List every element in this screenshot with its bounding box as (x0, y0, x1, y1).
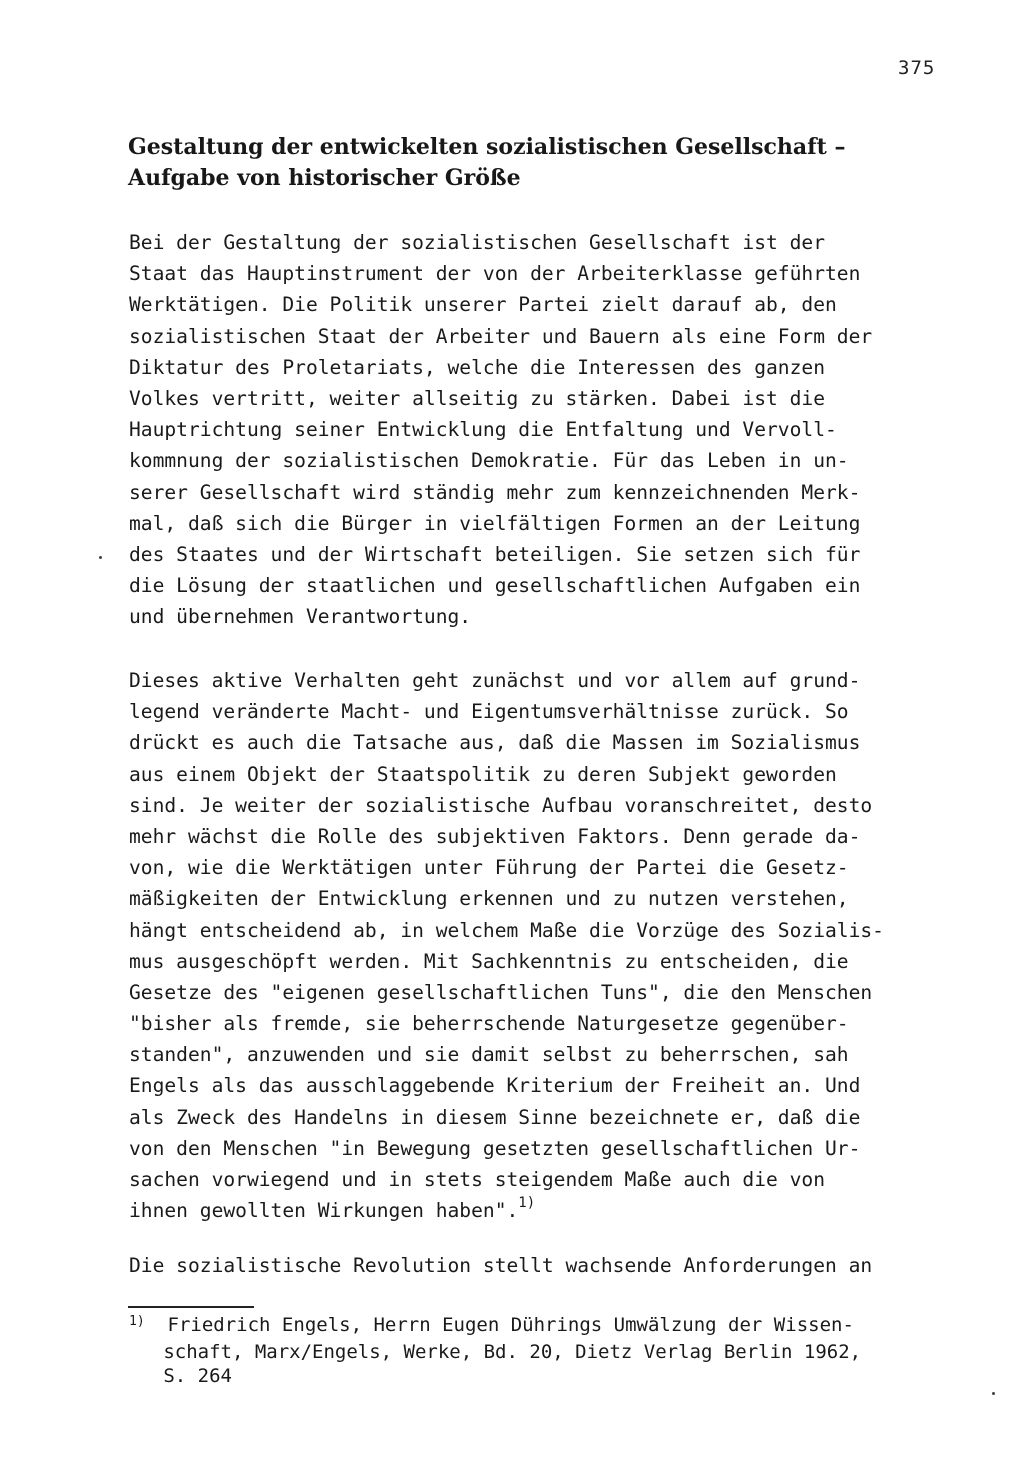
paragraph-line: sozialistischen Staat der Arbeiter und Bauern als eine Form der (129, 324, 873, 348)
footnote-line (129, 1313, 861, 1340)
paragraph-line: drückt es auch die Tatsache aus, daß die Massen im Sozialismus (129, 731, 861, 755)
body-paragraph-1 (129, 227, 872, 632)
footnote-marker: 1) (129, 1314, 145, 1329)
paragraph-line: die Lösung der staatlichen und gesellschaftlichen Aufgaben ein (129, 574, 861, 598)
paragraph-line: Die sozialistische Revolution stellt wachsende Anforderungen an (129, 1254, 873, 1277)
footnote-text: schaft, Marx/Engels, Werke, Bd. 20, Dietz Verlag Berlin 1962, (163, 1341, 862, 1363)
paragraph-line: Volkes vertritt, weiter allseitig zu stärken. Dabei ist die (129, 386, 825, 410)
page-number: 375 (898, 57, 936, 79)
paragraph-line: und übernehmen Verantwortung. (129, 605, 472, 629)
paragraph-line: Engels als das ausschlaggebende Kriterium der Freiheit an. Und (129, 1074, 861, 1098)
paragraph-line: legend veränderte Macht- und Eigentumsverhältnisse zurück. So (129, 700, 849, 724)
paragraph-line: standen", anzuwenden und sie damit selbst zu beherrschen, sah (129, 1043, 849, 1067)
footnote-line (129, 1364, 861, 1388)
body-paragraph-3 (129, 1250, 872, 1281)
paragraph-line: sind. Je weiter der sozialistische Aufbau voranschreitet, desto (129, 793, 873, 817)
scan-speck (992, 1392, 995, 1395)
paragraph-line: mehr wächst die Rolle des subjektiven Faktors. Denn gerade da- (129, 824, 861, 848)
paragraph-line: von, wie die Werktätigen unter Führung der Partei die Gesetz- (129, 856, 849, 880)
paragraph-line: hängt entscheidend ab, in welchem Maße die Vorzüge des Sozialis- (129, 918, 884, 942)
paragraph-line: als Zweck des Handelns in diesem Sinne bezeichnete er, daß die (129, 1105, 861, 1129)
paragraph-line: sachen vorwiegend und in stets steigendem Maße auch die von (129, 1168, 825, 1191)
footnote-reference[interactable]: 1) (518, 1195, 536, 1212)
chapter-title-line: Gestaltung der entwickelten sozialistischen Gesellschaft – (128, 134, 846, 160)
paragraph-line: Hauptrichtung seiner Entwicklung die Entfaltung und Vervoll- (129, 418, 837, 442)
footnote-text: S. 264 (163, 1365, 232, 1387)
paragraph-line: serer Gesellschaft wird ständig mehr zum kennzeichnenden Merk- (129, 480, 861, 504)
chapter-title-line: Aufgabe von historischer Größe (128, 165, 521, 191)
paragraph-line: Dieses aktive Verhalten geht zunächst und vor allem auf grund- (129, 669, 861, 692)
paragraph-line: kommnung der sozialistischen Demokratie. Für das Leben in un- (129, 449, 849, 473)
paragraph-line: Bei der Gestaltung der sozialistischen Gesellschaft ist der (129, 231, 825, 254)
chapter-title (128, 132, 888, 194)
paragraph-line: Diktatur des Proletariats, welche die Interessen des ganzen (129, 355, 825, 379)
paragraph-line: von den Menschen "in Bewegung gesetzten gesellschaftlichen Ur- (129, 1136, 861, 1160)
paragraph-line: mäßigkeiten der Entwicklung erkennen und zu nutzen verstehen, (129, 887, 849, 911)
paragraph-line-with-footnote (129, 1195, 884, 1226)
paragraph-line: mal, daß sich die Bürger in vielfältigen Formen an der Leitung (129, 511, 861, 535)
paragraph-line: Staat das Hauptinstrument der von der Arbeiterklasse geführten (129, 262, 861, 286)
footnote-separator (128, 1306, 254, 1308)
paragraph-line: mus ausgeschöpft werden. Mit Sachkenntnis zu entscheiden, die (129, 949, 849, 973)
paragraph-line: Gesetze des "eigenen gesellschaftlichen Tuns", die den Menschen (129, 980, 873, 1004)
paragraph-line: Werktätigen. Die Politik unserer Partei zielt darauf ab, den (129, 293, 837, 317)
scan-speck (99, 556, 102, 559)
paragraph-line: aus einem Objekt der Staatspolitik zu deren Subjekt geworden (129, 762, 837, 786)
paragraph-line: ihnen gewollten Wirkungen haben". (129, 1199, 519, 1223)
footnote-line (129, 1340, 861, 1364)
paragraph-line: des Staates und der Wirtschaft beteiligen. Sie setzen sich für (129, 542, 861, 566)
body-paragraph-2 (129, 665, 884, 1226)
footnote (129, 1313, 861, 1388)
paragraph-line: "bisher als fremde, sie beherrschende Naturgesetze gegenüber- (129, 1012, 849, 1036)
footnote-text: Friedrich Engels, Herrn Eugen Dührings Umwälzung der Wissen- (167, 1314, 854, 1336)
